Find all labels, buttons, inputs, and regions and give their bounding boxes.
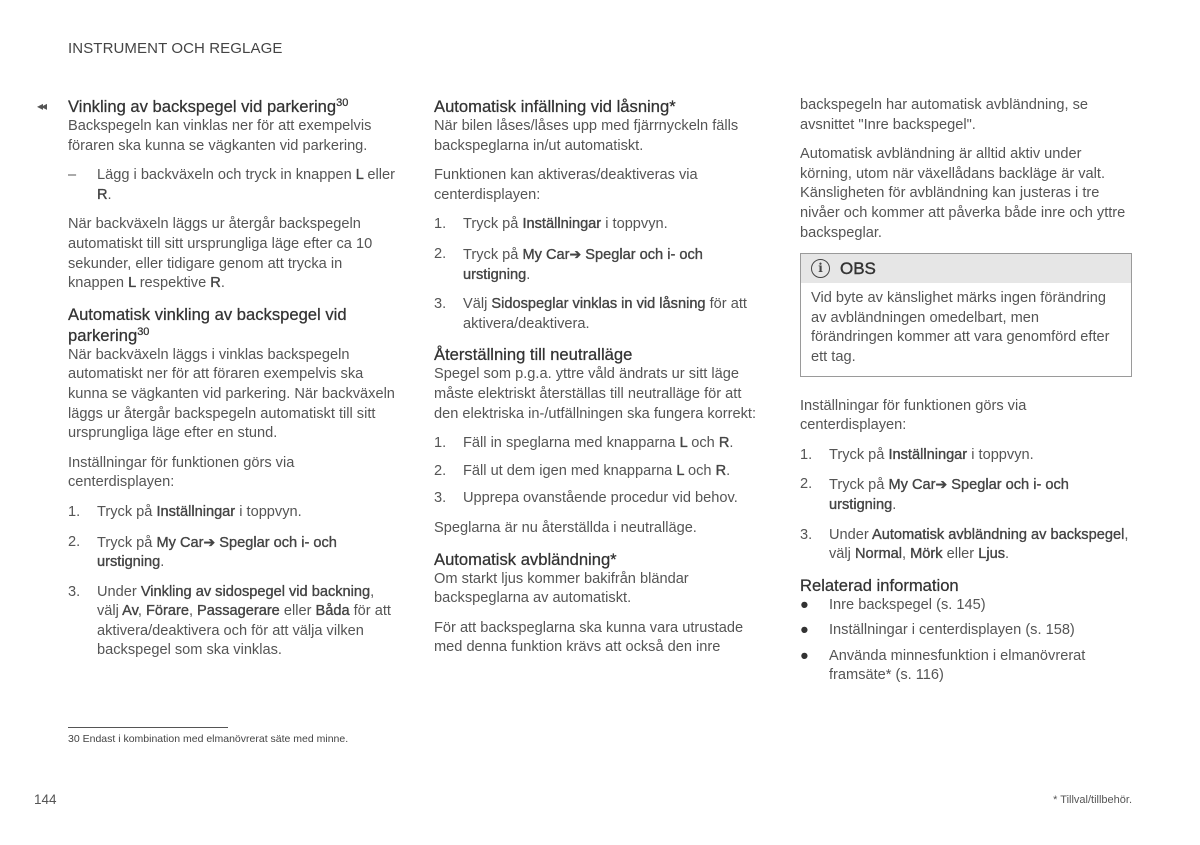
section-auto-mirror-tilt	[68, 304, 398, 661]
steps-list	[434, 215, 764, 334]
section-mirror-tilt-parking	[68, 96, 398, 294]
footnote-ref[interactable]: 30	[336, 97, 349, 109]
arrow-right-icon: ➔	[935, 476, 948, 493]
paragraph: När backväxeln läggs i vinklas backspegeln automatiskt ner för att föraren exempelvis ska kunna se vägkanten vid parkering. När backväxeln läggs ur återgår backspegeln automatiskt till sitt ursprungliga läge efter en stund.	[68, 346, 395, 442]
paragraph: backspegeln har automatisk avbländning, se avsnittet "Inre backspegel".	[800, 97, 1089, 133]
list-item: 2. Tryck på My Car➔ Speglar och i- och urstigning.	[434, 245, 703, 283]
footnote-ref[interactable]: 30	[137, 325, 150, 338]
info-icon: i	[811, 259, 830, 278]
column-2	[434, 96, 764, 668]
footnote: 30 Endast i kombination med elmanövrerat säte med minne.	[68, 733, 349, 745]
list-item: 1. Tryck på Inställningar i toppvyn.	[68, 503, 302, 520]
section-reset-neutral	[434, 344, 764, 538]
accessory-note: * Tillval/tillbehör.	[1053, 794, 1132, 806]
paragraph: Funktionen kan aktiveras/deaktiveras via centerdisplayen:	[434, 167, 698, 203]
section-heading: Automatisk vinkling av backspegel vid parkering$^{30}$	[68, 304, 347, 345]
paragraph: Inställningar för funktionen görs via centerdisplayen:	[800, 397, 1027, 434]
arrow-right-icon: ➔	[203, 533, 216, 550]
column-3	[800, 96, 1132, 692]
steps-list	[434, 434, 764, 509]
column-1	[68, 96, 398, 671]
list-item: 2. Tryck på My Car➔ Speglar och i- och urstigning.	[800, 476, 1069, 513]
related-link[interactable]: ● Inställningar i centerdisplayen (s. 158)	[800, 621, 1132, 641]
dash-list	[68, 166, 398, 205]
list-item: – Lägg i backväxeln och tryck in knappen L eller R.	[68, 167, 396, 203]
steps-list	[68, 503, 398, 661]
list-item: 3. Välj Sidospeglar vinklas in vid låsning för att aktivera/deaktivera.	[434, 296, 747, 332]
paragraph: Inställningar för funktionen görs via centerdisplayen:	[68, 454, 295, 491]
list-item: 2. Fäll ut dem igen med knapparna L och R.	[434, 462, 731, 479]
section-auto-fold-locking	[434, 96, 764, 334]
previous-page-arrows-icon: ◂◂	[37, 99, 46, 113]
arrow-right-icon: ➔	[569, 245, 582, 262]
related-link[interactable]: ● Inre backspegel (s. 145)	[800, 596, 1132, 616]
paragraph: För att backspeglarna ska kunna vara utrustade med denna funktion krävs att också den inre	[434, 619, 744, 656]
list-item: 1. Tryck på Inställningar i toppvyn.	[434, 216, 668, 233]
section-heading: Automatisk avbländning*	[434, 549, 617, 569]
bullet-icon: ●	[800, 647, 809, 664]
list-item: 3. Under Automatisk avbländning av backspegel, välj Normal, Mörk eller Ljus.	[800, 526, 1129, 563]
note-text: Vid byte av känslighet märks ingen förändring av avbländningen omedelbart, men förändringen kommer att vara genomförd efter ett tag.	[811, 290, 1110, 365]
paragraph: Speglarna är nu återställda i neutralläge.	[434, 519, 697, 536]
list-item: 2. Tryck på My Car➔ Speglar och i- och urstigning.	[68, 533, 337, 571]
list-item: 1. Tryck på Inställningar i toppvyn.	[800, 446, 1034, 463]
page-number: 144	[34, 792, 57, 807]
section-heading: Vinkling av backspegel vid parkering$^{30}$	[68, 97, 349, 116]
related-info-heading: Relaterad information	[800, 575, 959, 595]
related-links-list	[800, 596, 1132, 686]
paragraph: Om starkt ljus kommer bakifrån bländar backspeglarna av automatiskt.	[434, 570, 689, 607]
page-header: INSTRUMENT OCH REGLAGE	[68, 40, 283, 57]
note-title: OBS	[840, 258, 876, 278]
steps-list	[800, 446, 1132, 565]
dash-marker: –	[68, 167, 77, 184]
paragraph: När backväxeln läggs ur återgår backspegeln automatiskt till sitt ursprungliga läge efter ca 10 sekunder, eller tidigare genom att trycka in knappen L respektive R.	[68, 216, 373, 292]
list-item: 1. Fäll in speglarna med knapparna L och R.	[434, 435, 734, 452]
paragraph: Spegel som p.g.a. yttre våld ändrats ur sitt läge måste elektriskt återställas till neutralläge för att den elektriska in-/utfällningen ska fungera korrekt:	[434, 366, 757, 422]
section-heading: Återställning till neutralläge	[434, 345, 633, 365]
paragraph: När bilen låses/låses upp med fjärrnyckeln fälls backspeglarna in/ut automatiskt.	[434, 118, 739, 154]
related-link[interactable]: ● Använda minnesfunktion i elmanövrerat framsäte* (s. 116)	[800, 647, 1086, 684]
section-heading: Automatisk infällning vid låsning*	[434, 97, 676, 116]
note-header	[801, 254, 1131, 283]
footnote-divider	[68, 727, 228, 728]
list-item: 3. Under Vinkling av sidospegel vid backning, välj Av, Förare, Passagerare eller Båda för att aktivera/deaktivera och för att välja vilken backspegel som ska vinklas.	[68, 583, 391, 659]
paragraph: Automatisk avbländning är alltid aktiv under körning, utom när växellådans backläge är valt. Känsligheten för avbländning kan justeras i tre nivåer och kommer att påverka både inre och yttre backspeglar.	[800, 146, 1126, 241]
bullet-icon: ●	[800, 622, 809, 639]
list-item: 3. Upprepa ovanstående procedur vid behov.	[434, 490, 738, 507]
note-box	[800, 253, 1132, 376]
paragraph: Backspegeln kan vinklas ner för att exempelvis föraren ska kunna se vägkanten vid parkering.	[68, 118, 372, 154]
bullet-icon: ●	[800, 596, 809, 613]
section-auto-dimming	[434, 549, 764, 658]
